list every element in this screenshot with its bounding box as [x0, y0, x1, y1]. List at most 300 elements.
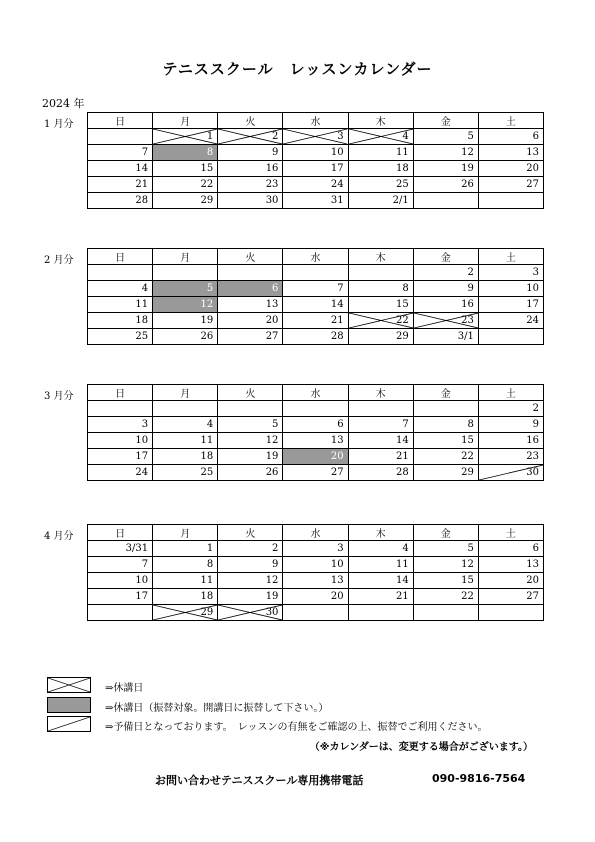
day-number: 20 [330, 591, 344, 602]
week-row [88, 605, 544, 621]
day-number: 20 [526, 575, 539, 586]
week-row [88, 433, 544, 449]
day-cell [283, 417, 348, 433]
day-cell [88, 177, 153, 193]
day-number: 4 [141, 283, 149, 294]
day-number: 15 [461, 435, 474, 446]
day-cell [478, 145, 543, 161]
day-cell [153, 265, 218, 281]
day-number: 17 [135, 591, 149, 602]
day-number: 23 [265, 179, 279, 190]
day-number: 11 [135, 299, 149, 310]
day-cell [283, 265, 348, 281]
day-number: 5 [467, 543, 474, 554]
legend-reserve-text: ⇒予備日となっております。 レッスンの有無をご確認の上、振替でご利用ください。 [105, 722, 488, 733]
day-number: 21 [395, 451, 409, 462]
day-cell [88, 465, 153, 481]
day-cell [88, 589, 153, 605]
day-number: 4 [402, 543, 409, 554]
day-cell [283, 193, 348, 209]
day-cell [88, 401, 153, 417]
weekday-header: 土 [478, 113, 543, 129]
day-number: 24 [135, 467, 149, 478]
day-number: 13 [330, 575, 344, 586]
day-number: 10 [330, 147, 344, 158]
day-number: 12 [461, 147, 474, 158]
day-number: 24 [526, 315, 539, 326]
day-cell [478, 281, 543, 297]
day-cell [283, 449, 348, 465]
day-number: 14 [395, 435, 409, 446]
day-number: 20 [526, 163, 539, 174]
week-row [88, 417, 544, 433]
day-number: 4 [402, 131, 409, 142]
day-number: 29 [461, 467, 474, 478]
weekday-header: 水 [283, 113, 348, 129]
week-row [88, 297, 544, 313]
week-row [88, 281, 544, 297]
week-row [88, 573, 544, 589]
month-label: 2 月分 [44, 255, 74, 266]
change-note: （※カレンダーは、変更する場合がございます。） [309, 742, 533, 753]
day-number: 11 [395, 559, 409, 570]
day-number: 7 [141, 147, 149, 158]
day-cell [348, 541, 413, 557]
day-cell [283, 557, 348, 573]
day-number: 3 [337, 131, 344, 142]
day-cell [153, 465, 218, 481]
day-number: 13 [526, 147, 539, 158]
diagonal-icon [48, 717, 90, 731]
day-cell [348, 145, 413, 161]
legend-cancel-swatch [47, 677, 91, 693]
day-cell [88, 193, 153, 209]
day-number: 12 [265, 435, 279, 446]
day-number: 28 [395, 467, 409, 478]
day-number: 17 [135, 451, 149, 462]
week-row [88, 313, 544, 329]
day-cell [218, 449, 283, 465]
day-cell [413, 177, 478, 193]
day-cell [283, 313, 348, 329]
day-number: 2 [272, 543, 279, 554]
day-cell [413, 433, 478, 449]
page-title: テニススクール レッスンカレンダー [162, 60, 433, 78]
day-cell [218, 193, 283, 209]
day-number: 1 [206, 131, 214, 142]
day-cell [153, 605, 218, 621]
day-cell [348, 401, 413, 417]
week-row [88, 129, 544, 145]
day-cell [413, 161, 478, 177]
weekday-header: 木 [348, 113, 413, 129]
day-number: 14 [395, 575, 409, 586]
day-number: 29 [200, 607, 214, 618]
day-cell [218, 401, 283, 417]
cross-icon [48, 678, 90, 692]
day-cell [218, 297, 283, 313]
day-cell [88, 573, 153, 589]
week-row [88, 401, 544, 417]
weekday-header: 日 [88, 385, 153, 401]
day-number: 8 [206, 147, 214, 158]
day-number: 21 [135, 179, 149, 190]
month-calendar [87, 248, 544, 345]
week-row [88, 541, 544, 557]
day-cell [283, 589, 348, 605]
day-cell [413, 573, 478, 589]
day-number: 3 [141, 419, 149, 430]
day-number: 10 [135, 575, 149, 586]
weekday-header: 日 [88, 525, 153, 541]
day-cell [478, 161, 543, 177]
day-number: 28 [135, 195, 149, 206]
day-cell [153, 329, 218, 345]
day-cell [88, 557, 153, 573]
day-cell [218, 589, 283, 605]
day-number: 14 [135, 163, 149, 174]
day-cell [283, 281, 348, 297]
day-cell [348, 573, 413, 589]
day-cell [88, 449, 153, 465]
day-number: 15 [461, 575, 474, 586]
day-cell [218, 605, 283, 621]
week-row [88, 589, 544, 605]
day-number: 30 [265, 195, 279, 206]
week-row [88, 193, 544, 209]
weekday-header: 水 [283, 525, 348, 541]
day-number: 22 [461, 451, 474, 462]
day-cell [348, 589, 413, 605]
day-number: 16 [526, 435, 539, 446]
day-cell [478, 177, 543, 193]
day-number: 27 [265, 331, 279, 342]
day-cell [153, 417, 218, 433]
day-cell [153, 161, 218, 177]
day-cell [218, 313, 283, 329]
day-cell [413, 541, 478, 557]
day-number: 3 [532, 267, 539, 278]
day-cell [153, 313, 218, 329]
day-cell [88, 313, 153, 329]
day-number: 21 [395, 591, 409, 602]
week-row [88, 161, 544, 177]
day-cell [478, 297, 543, 313]
day-cell [88, 145, 153, 161]
day-number: 27 [526, 179, 539, 190]
day-cell [348, 329, 413, 345]
day-number: 17 [330, 163, 344, 174]
day-number: 17 [526, 299, 539, 310]
weekday-header: 日 [88, 249, 153, 265]
day-cell [348, 161, 413, 177]
day-cell [478, 193, 543, 209]
day-number: 16 [265, 163, 279, 174]
day-number: 7 [402, 419, 409, 430]
day-number: 25 [135, 331, 149, 342]
day-cell [348, 193, 413, 209]
day-number: 20 [265, 315, 279, 326]
legend-makeup-text: ⇒休講日（振替対象。開講日に振替して下さい。） [105, 703, 329, 714]
day-number: 6 [532, 543, 539, 554]
day-number: 3/1 [457, 331, 474, 342]
day-number: 13 [330, 435, 344, 446]
day-cell [218, 177, 283, 193]
day-number: 11 [200, 575, 214, 586]
month-calendar [87, 384, 544, 481]
day-number: 6 [337, 419, 344, 430]
day-cell [283, 329, 348, 345]
day-cell [413, 281, 478, 297]
day-cell [478, 329, 543, 345]
day-number: 22 [395, 315, 409, 326]
day-cell [218, 417, 283, 433]
day-number: 27 [526, 591, 539, 602]
weekday-header: 水 [283, 385, 348, 401]
day-cell [478, 557, 543, 573]
day-number: 31 [330, 195, 344, 206]
day-number: 15 [200, 163, 214, 174]
day-number: 4 [206, 419, 214, 430]
day-cell [88, 329, 153, 345]
contact-phone: 090-9816-7564 [432, 772, 526, 785]
day-number: 27 [330, 467, 344, 478]
weekday-header: 火 [218, 113, 283, 129]
day-cell [153, 573, 218, 589]
weekday-header: 土 [478, 525, 543, 541]
day-cell [283, 465, 348, 481]
day-number: 2/1 [392, 195, 409, 206]
day-number: 3 [337, 543, 344, 554]
day-number: 1 [206, 543, 214, 554]
day-cell [413, 557, 478, 573]
day-cell [348, 297, 413, 313]
day-cell [413, 589, 478, 605]
day-number: 11 [200, 435, 214, 446]
week-row [88, 265, 544, 281]
day-number: 25 [200, 467, 214, 478]
day-cell [413, 605, 478, 621]
weekday-header: 火 [218, 385, 283, 401]
day-number: 3/31 [125, 543, 149, 554]
weekday-header: 金 [413, 113, 478, 129]
weekday-header: 火 [218, 525, 283, 541]
day-cell [283, 129, 348, 145]
day-cell [348, 265, 413, 281]
day-cell [413, 329, 478, 345]
day-cell [218, 145, 283, 161]
day-cell [88, 433, 153, 449]
day-cell [218, 573, 283, 589]
week-row [88, 449, 544, 465]
week-row [88, 557, 544, 573]
day-cell [413, 193, 478, 209]
day-cell [283, 297, 348, 313]
day-number: 2 [272, 131, 279, 142]
weekday-header: 木 [348, 525, 413, 541]
month-label: 3 月分 [44, 391, 74, 402]
day-number: 30 [265, 607, 279, 618]
day-cell [478, 417, 543, 433]
day-cell [153, 589, 218, 605]
day-number: 26 [265, 467, 279, 478]
day-cell [283, 433, 348, 449]
day-number: 21 [330, 315, 344, 326]
day-cell [478, 573, 543, 589]
day-cell [283, 605, 348, 621]
day-number: 12 [200, 299, 214, 310]
day-cell [348, 449, 413, 465]
day-cell [478, 589, 543, 605]
day-cell [153, 177, 218, 193]
day-number: 22 [200, 179, 214, 190]
day-cell [88, 129, 153, 145]
day-cell [413, 401, 478, 417]
day-number: 9 [532, 419, 539, 430]
week-row [88, 329, 544, 345]
day-cell [478, 433, 543, 449]
weekday-header: 土 [478, 385, 543, 401]
day-number: 10 [135, 435, 149, 446]
weekday-header: 月 [153, 249, 218, 265]
month-label: 4 月分 [44, 531, 74, 542]
day-number: 7 [141, 559, 149, 570]
day-cell [348, 465, 413, 481]
day-cell [153, 401, 218, 417]
legend-cancel-text: ⇒休講日 [105, 683, 144, 694]
day-cell [153, 129, 218, 145]
day-cell [283, 161, 348, 177]
day-number: 19 [265, 591, 279, 602]
day-number: 11 [395, 147, 409, 158]
day-cell [283, 401, 348, 417]
day-cell [348, 281, 413, 297]
weekday-header: 金 [413, 249, 478, 265]
week-row [88, 465, 544, 481]
year-label: 2024 年 [42, 97, 85, 110]
day-number: 2 [532, 403, 539, 414]
day-number: 6 [532, 131, 539, 142]
day-number: 15 [395, 299, 409, 310]
day-cell [413, 129, 478, 145]
day-number: 26 [200, 331, 214, 342]
day-cell [153, 297, 218, 313]
day-cell [153, 193, 218, 209]
day-cell [153, 145, 218, 161]
day-cell [218, 161, 283, 177]
day-number: 18 [200, 591, 214, 602]
day-number: 18 [135, 315, 149, 326]
day-number: 30 [526, 467, 539, 478]
day-cell [478, 605, 543, 621]
weekday-header: 日 [88, 113, 153, 129]
day-number: 9 [272, 147, 279, 158]
day-number: 28 [330, 331, 344, 342]
weekday-header: 水 [283, 249, 348, 265]
day-cell [218, 129, 283, 145]
day-cell [283, 541, 348, 557]
day-number: 8 [402, 283, 409, 294]
day-number: 26 [461, 179, 474, 190]
day-cell [478, 541, 543, 557]
day-cell [348, 605, 413, 621]
day-number: 5 [206, 283, 214, 294]
day-number: 23 [526, 451, 539, 462]
day-cell [413, 417, 478, 433]
contact-label: お問い合わせテニススクール専用携帯電話 [155, 774, 364, 787]
day-cell [478, 265, 543, 281]
day-cell [153, 281, 218, 297]
week-row [88, 177, 544, 193]
day-cell [413, 465, 478, 481]
weekday-header: 土 [478, 249, 543, 265]
weekday-header: 月 [153, 385, 218, 401]
weekday-header: 金 [413, 525, 478, 541]
day-cell [478, 129, 543, 145]
day-cell [413, 265, 478, 281]
day-number: 25 [395, 179, 409, 190]
month-calendar [87, 524, 544, 621]
day-number: 19 [461, 163, 474, 174]
day-number: 20 [330, 451, 344, 462]
day-cell [478, 313, 543, 329]
legend-reserve-swatch [47, 716, 91, 732]
day-cell [413, 145, 478, 161]
day-cell [348, 557, 413, 573]
weekday-header: 木 [348, 249, 413, 265]
day-number: 24 [330, 179, 344, 190]
day-cell [348, 129, 413, 145]
day-number: 29 [200, 195, 214, 206]
day-number: 12 [265, 575, 279, 586]
day-cell [153, 433, 218, 449]
day-cell [348, 433, 413, 449]
day-number: 16 [461, 299, 474, 310]
day-number: 23 [461, 315, 474, 326]
day-cell [478, 449, 543, 465]
day-number: 8 [206, 559, 214, 570]
day-number: 13 [526, 559, 539, 570]
day-cell [283, 573, 348, 589]
day-cell [218, 465, 283, 481]
day-number: 10 [526, 283, 539, 294]
day-number: 5 [467, 131, 474, 142]
day-cell [283, 177, 348, 193]
day-cell [88, 161, 153, 177]
day-cell [413, 313, 478, 329]
day-cell [153, 557, 218, 573]
day-number: 9 [272, 559, 279, 570]
day-number: 19 [200, 315, 214, 326]
day-number: 9 [467, 283, 474, 294]
day-number: 8 [467, 419, 474, 430]
weekday-header: 火 [218, 249, 283, 265]
weekday-header: 月 [153, 525, 218, 541]
weekday-header: 月 [153, 113, 218, 129]
day-cell [413, 449, 478, 465]
day-cell [88, 541, 153, 557]
day-cell [413, 297, 478, 313]
day-number: 10 [330, 559, 344, 570]
day-cell [478, 465, 543, 481]
day-cell [218, 541, 283, 557]
day-cell [218, 265, 283, 281]
day-cell [283, 145, 348, 161]
day-cell [88, 417, 153, 433]
day-number: 12 [461, 559, 474, 570]
day-number: 7 [337, 283, 344, 294]
week-row [88, 145, 544, 161]
